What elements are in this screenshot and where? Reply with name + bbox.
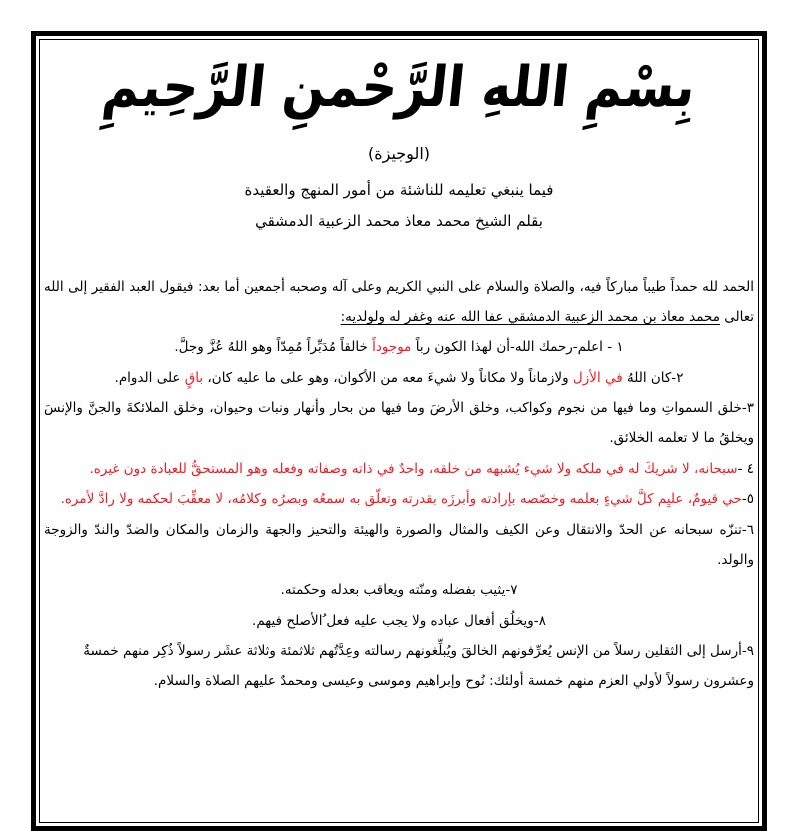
item-text: ٥- (741, 491, 754, 508)
basmala-calligraphy: بِسْمِ اللهِ الرَّحْمنِ الرَّحِيمِ (99, 54, 699, 120)
document-author: بقلم الشيخ محمد معاذ محمد الزعبية الدمشقي (255, 211, 543, 230)
intro-text-part-1: الحمد لله حمداً طيباً مباركاً فيه، والصلاة والسلام على النبي الكريم وعلى آله وصحبه أجمعين أما بعد: فيقول العبد الفقير إلى الله تعالى (44, 278, 754, 325)
item-text: ٦-تنزّه سبحانه عن الحدّ والانتقال وعن الكيف والمثال والصورة والهيئة والتحيز والجهة والزمان والمكان والضدّ والندّ والزوجة والولد. (44, 521, 754, 568)
item-text: خالقاً مُدَبِّراً مُمِدّاً وهو اللهُ عُزَّ وجلَّ. (174, 339, 373, 356)
highlighted-text: سبحانه، لا شريكَ له في ملكه (571, 460, 738, 477)
numbered-item (44, 636, 754, 666)
numbered-item (44, 393, 754, 454)
highlighted-text: في الأزل (572, 369, 623, 386)
document-title: (الوجيزة) (368, 143, 430, 163)
numbered-item (44, 484, 754, 514)
highlighted-text: باقٍ (184, 369, 204, 386)
item-text: على الدوام. (114, 369, 185, 386)
numbered-item (44, 515, 754, 576)
body-text-block (44, 272, 754, 690)
clipped-tail-line: وعشرون رسولاً لأولي العزم منهم خمسة أولئك: نُوح وإبراهيم وموسى وعيسى ومحمدٌ عليهم الصلاة والسلام. (153, 673, 754, 690)
basmala-block (44, 40, 754, 126)
numbered-item (44, 454, 754, 484)
highlighted-text: ولا شيء يُشبهه من خلقه، واحدٌ في ذاته وصفاته وفعله وهو المستحقُّ للعبادة دون غيره. (89, 460, 572, 477)
item-text: ٧-يثيب بفضله ومنّته ويعاقب بعدله وحكمته. (280, 582, 518, 599)
numbered-item (44, 332, 754, 362)
document-content (44, 40, 754, 690)
numbered-item (44, 363, 754, 393)
item-text: ٩-أرسل إلى الثقلين رسلاً من الإنس يُعرِّفونهم الخالقَ ويُبلِّغونهم رسالته وعِدَّتُهم ثلاثمئة وثلاثة عشَر رسولاً ذُكِر منهم خمسةٌ (83, 643, 754, 659)
item-text: ولازماناً ولا مكاناً ولا شيءَ معه من الأكوان، وهو على ما عليه كان، (203, 369, 573, 386)
intro-text-underlined: محمد معاذ بن محمد الزعبية الدمشقي عفا الله عنه وغفر له ولولديه: (340, 308, 720, 325)
numbered-items-list (44, 332, 754, 666)
item-text: ١ - اعلم-رحمك الله-أن لهذا الكون رباً (411, 339, 624, 356)
highlighted-text: موجوداً (372, 339, 412, 356)
item-text: ٤ - (737, 460, 754, 477)
item-text: ٣-خلق السمواتِ وما فيها من نجوم وكواكب، وخلق الأرضَ وما فيها من بحار وأنهار ونبات وحيوان، وخلق الملائكةَ والجنَّ والإنسَ ويخلقُ ما لا تعلمه الخلائق. (44, 400, 754, 447)
item-text: ٢-كان اللهُ (622, 369, 684, 386)
item-text: ٨-ويخلُق أفعال عباده ولا يجب عليه فعل ُالأصلح فيهم. (252, 612, 546, 629)
numbered-item (44, 606, 754, 636)
intro-paragraph (44, 272, 754, 333)
highlighted-text: حي قيومٌ، عليِم كلَّ شيءٍ بعلمه وخصّصه بإرادته وأبرزَه بقدرته وتعلّق به سمعُه وبصرُه وكلامُه، لا معقِّبَ لحكمه ولا رادَّ لأمره. (60, 491, 742, 508)
numbered-item (44, 575, 754, 605)
document-subtitle: فيما ينبغي تعليمه للناشئة من أمور المنهج والعقيدة (244, 180, 554, 199)
